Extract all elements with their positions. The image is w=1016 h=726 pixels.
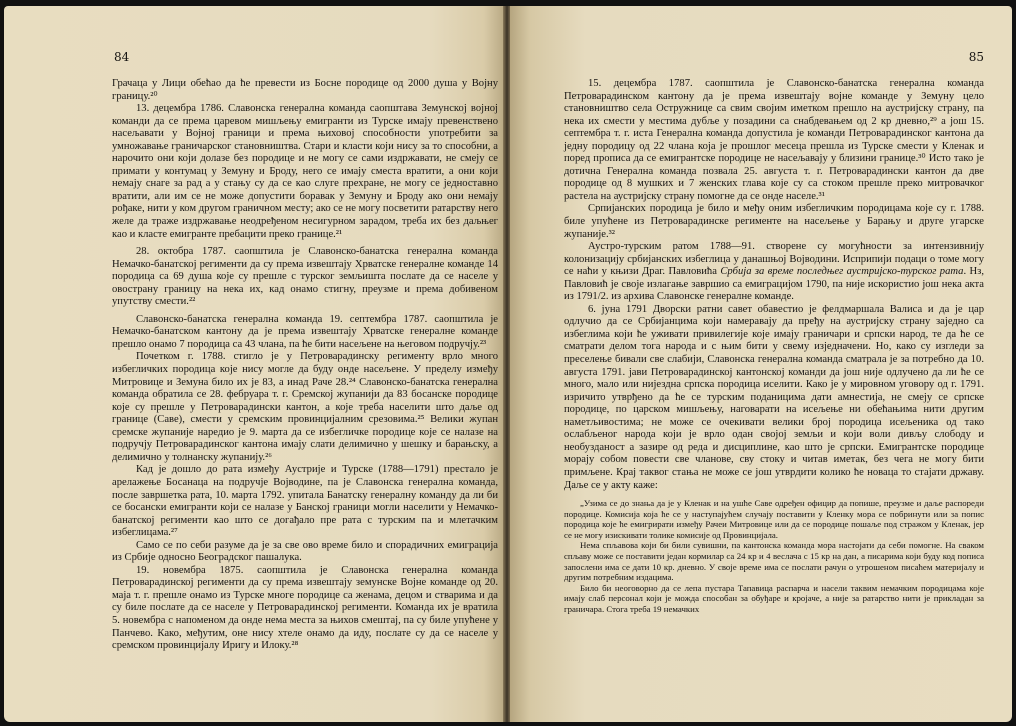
paragraph: 19. новембра 1875. саопштила је Славонска генерална команда Петроварадинској регименти да су према извештају земунске Војне команде од 20. маја т. г. прешле онамо из Турске многе породице са женама, децом и стварима и да су биле послате да се населе у Петроварадинској регименти. Команда их је вратила 5. новембра с напоменом да онде нема места за њихов смештај, па су биле упућене у Панчево. Како, међутим, оне нису хтеле онамо да иду, послате су да се населе у сремском провинцијалу Иригу и Илоку.²⁸ [112, 564, 498, 652]
page-number-right: 85 [968, 50, 984, 64]
quoted-document [564, 498, 984, 615]
right-page-text [564, 78, 984, 615]
right-page [510, 6, 1012, 722]
paragraph: Почетком г. 1788. стигло је у Петроварадинску регименту врло много избегличких породица које нису могле да буду онде насељене. У пределу између Митровице и Земуна било их је 83, а инад Раче 28.²⁴ Славонско-банатска генерална команда обратила се 28. фебруара т. г. Сремској жупанији да 83 босанске породице које су прешле у Петроварадински кантон, а које треба населити што даље од границе (Саве), смести у сремским провинцијалним срезовима.²⁵ Велики жупан сремске жупаније наредио је 9. марта да се избегличке породице које се налазе на подручју Петроварадинског кантона имају слати делимично у шешку и барањску, а делимично у толнанску жупанију.²⁶ [112, 351, 498, 463]
paragraph: 6. јуна 1791 Дворски ратни савет обавестио је фелдмаршала Валиса и да је цар одлучио да се Србијанцима који намеравају да пређу на аустријску страну заједно са избеглима који ће уживати привилегије које имају граничари и српски народ, те да ће се сматрати делом тога народа и с њим бити у свему изједначени. Но, како су изгледи за преселење бивали све слабији, Славонска генерална команда сматрала је за потребно да 10. августа 1791. јави Петроварадинској кантонској команди да још није одлучено да ли ће се много, мало или нијездна српска породица иселити. Како је у мировном уговору од г. 1791. изричито утврђено да ће се турским поданицима дати амнестија, не смеју се српске породице, по царском мишљењу, наговарати на исељење ни обећањима нити другим наметљивостима; не може се очекивати велики број породица исељеника од тако ослабљеног народа који је врло одан својој земљи и који воли дивљу слободу и необузданост а зазире од реда и дисциплине, као што је српски. Емигрантске породице морају собом повести све чланове, сву стоку и читав иметак, без чега не могу бити примљене. Крај таквог стања не може се још утврдити колико ће новаца то стајати државу. Даље се у акту каже: [564, 303, 984, 491]
quote-paragraph: Нема спљавова који би били сувишни, па кантонска команда мора настојати да себи помогне. На сваком спљаву може се поставити један кормилар са 24 кр и 4 веслача с 15 кр на дан, а писарима који буду код пописа запослени има се дати 10 кр. дневно. У своје време има се послати рачун о утрошеном писаћем материјалу и другим потребним издацима. [564, 540, 984, 583]
book-title: Србија за време последњег аустријско-турског рата [720, 266, 964, 278]
paragraph-with-title [564, 241, 984, 304]
paragraph: Српијанских породица је било и међу оним избегличким породицама које су г. 1788. биле упућене из Петроварадинске регименте на насељење у Барању и друге угарске жупаније.³² [564, 203, 984, 240]
paragraph: 15. децембра 1787. саопштила је Славонско-банатска генерална команда Петроварадинском кантону да је према извештају војне команде у Земуну цело становништво села Остружнице са свим својим иметком прешло на аустријску страну, па нека их смести у местима дубље у позадини са снабдевањем од 2 кр дневно,²⁹ а још 15. септембра т. г. иста Генерална команда допустила је команди Петроварадинског кантона да једну породицу од 22 члана која је прошлог месеца прешла из Турске смести у Кленак и поред прописа да се емигрантске породице не насељавају у близини границе.³⁰ Исто тако је дотична Генерална команда позвала 25. августа т. г. Петроварадински кантон да две породице од 8 мушких и 7 женских глава које су са стоком прешле преко митровачког растела на аустријску страну помогне да се онде населе.³¹ [564, 78, 984, 202]
page-number-left: 84 [114, 50, 130, 64]
left-page-text [112, 78, 498, 653]
paragraph: Славонско-банатска генерална команда 19. септембра 1787. саопштила је Немачко-банатском кантону да је према извештају Хрватске генералне команде прешло онамо 7 породица са 43 члана, па ће бити насељене на његовом подручју.²³ [112, 313, 498, 350]
paragraph: Кад је дошло до рата између Аустрије и Турске (1788—1791) престало је арелажење Босанаца на подручје Војводине, па је Славонска генерална команда, после завршетка рата, 10. марта 1792. упитала Банатску генералну команду да ли би се босански емигранти који се налазе у Банској граници могли населити у Немачко-банатској регименти као што се догађало пре рата с турским па и млетачким избеглицама.²⁷ [112, 464, 498, 539]
quote-paragraph: Било би неоговорно да се лепа пустара Тапавица распарча и насели таквим немачким породицама које имају слаб персонал који је можда способан за обуђаре и кројаче, а није за ратарство нити је прикладан за граничара. Стога треба 19 немачких [564, 582, 984, 614]
paragraph: Само се по себи разуме да је за све ово време било и спорадичних емиграција из Србије односно Београдског пашалука. [112, 539, 498, 564]
paragraph-text: Аустро-турским ратом 1788—91. створене су могућности за интензивнију колонизацију србијанских избеглица у данашњој Војводини. Исприпији подаци о томе могу се наћи у књизи Драг. Павловића [564, 241, 984, 278]
paragraph: 13. децембра 1786. Славонска генерална команда саопштава Земунској војној команди да се према царевом мишљењу емигранти из Турске имају превенствено насељавати у Војној граници и према њиховој способности употребити за умножавање граничарског становништва. Стари и клaсти који нису за то способни, а нарочито они који долазе без породице и не могу се сами издржавати, не смеју се примати у контумац у Земуну и Броду, него се имају сместа вратити, а они који немају снаге за рад а у стању су да се као слуге прехране, не могу се једноставно вратити, али им се не може допустити боравак у Земуну и Броду ако они немају рођаке, нити у ком другом граничном месту; ако се не могу посветити ратарству него желе да траже издржавање неодређеном несигурном зарадом, треба их без даљњег као и клaсте емигранте пребацити преко границе.²¹ [112, 103, 498, 240]
quote-paragraph: „Узима се до знања да је у Кленак и на ушће Саве одређен официр да попише, преузме и даље распореди породице. Комисија која ће се у наступајућем случају поставити у Кленку мора се побринути или за попис породица које ће емигрирати између Рачеи Митровице или да се породице пошаље под стражом у Кленак, јер се не могу изискивати толике комисије од Провинцијала. [564, 498, 984, 540]
left-page [4, 6, 504, 722]
paragraph: 28. октобра 1787. саопштила је Славонско-банатска генерална команда Немачко-банатској регименти да су према извештају Хрватске генералне команде 14 породица са 69 душа које су прешле с турског земљишта послате да се населе у овострану границу на нека их, кад онамо стигну, преузме и према добивеном упутству смести.²² [112, 246, 498, 308]
paragraph-text: . Нз, Павловић је своје излагање завршио са емиграцијом 1790, па није искористио још нека акта из 1791/2. из архива Славонске генералне команде. [564, 266, 985, 303]
paragraph: Грачаца у Лици обећао да ће превести из Босне породице од 2000 душа у Војну границу.²⁰ [112, 78, 498, 102]
